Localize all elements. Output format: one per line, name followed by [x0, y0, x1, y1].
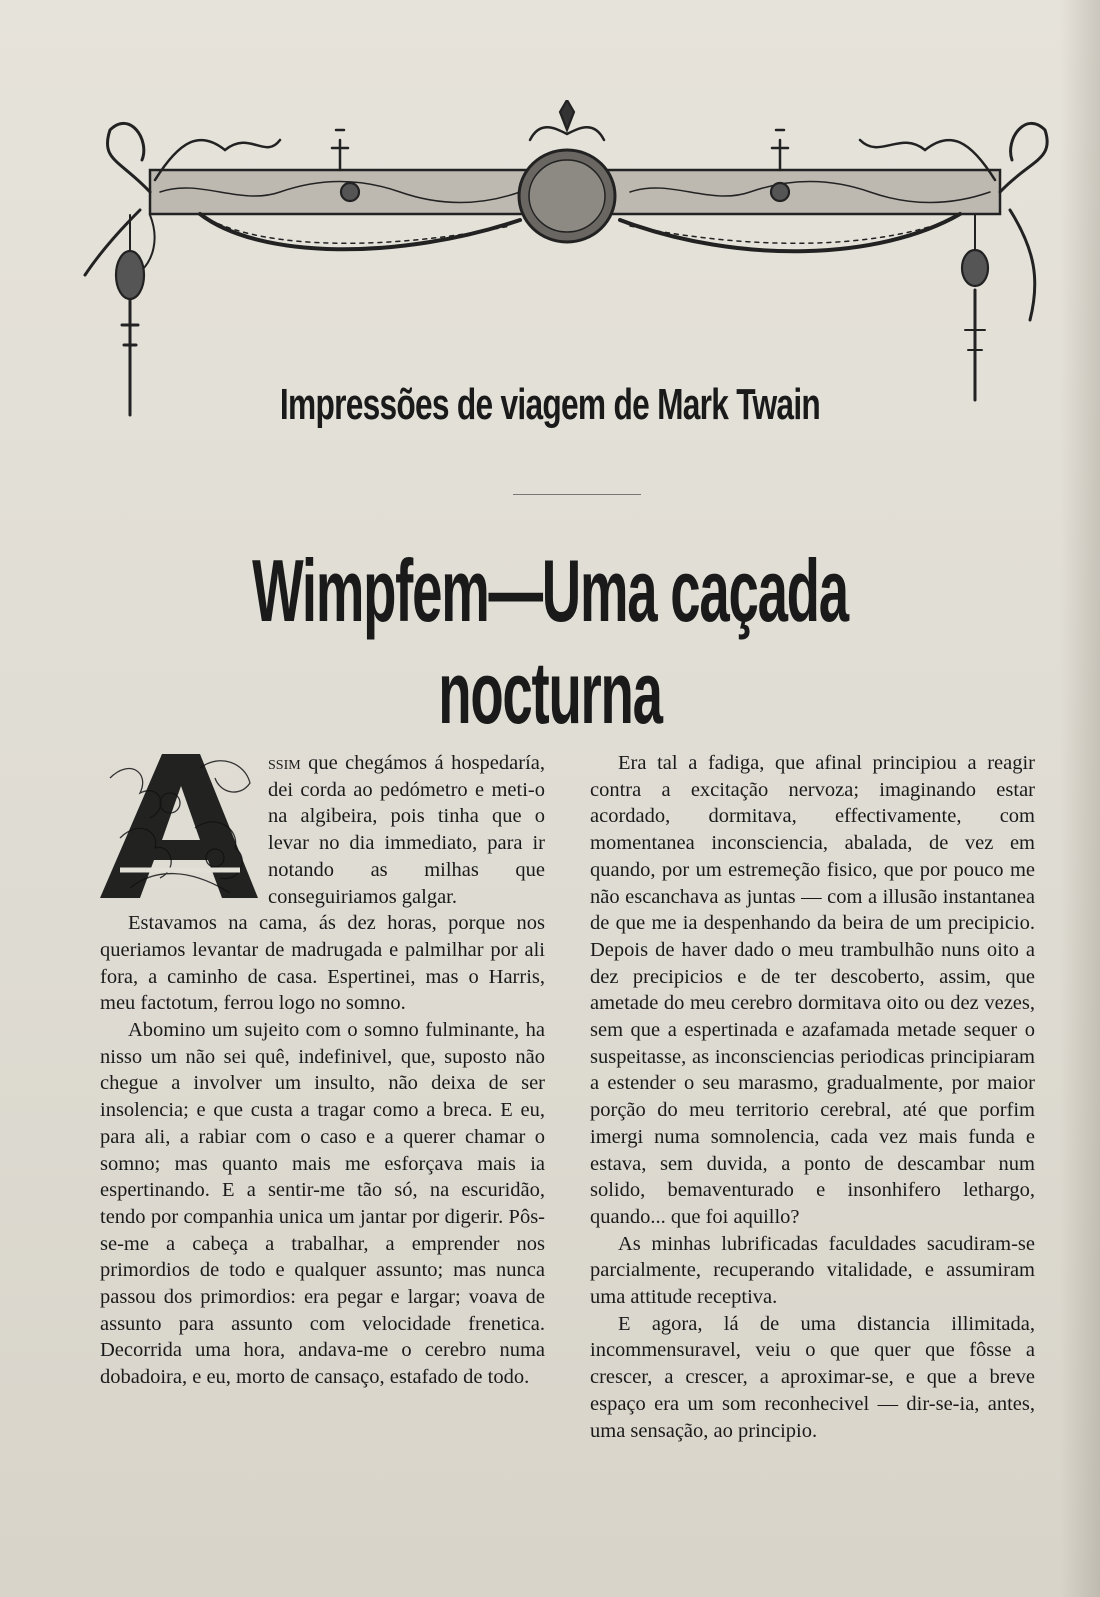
floral-dropcap-icon	[100, 748, 258, 908]
article-subtitle: Impressões de viagem de Mark Twain	[279, 380, 821, 429]
paragraph: Era tal a fadiga, que afinal principiou a reagir contra a excitação nervoza; imaginando estar acordado, dormitava, effectivamente, com momentanea inconsciencia, abalada, de vez em quando, por um estremeção fisico, que por pouco me não escanchava as juntas — com a illusão instantanea de que me ia despenhando da beira de um precipicio. Depois de haver dado o meu trambulhão nuns oito a dez precipicios e de ter descoberto, assim, que ametade do meu cerebro dormitava oito ou dez vezes, sem que a espertinada e azafamada metade sequer o suspeitasse, as inconsciencias periodicas principiaram a estender o seu marasmo, gradualmente, por maior porção do meu territorio cerebral, até que porfim imergi numa somnolencia, cada vez mais funda e estava, sem duvida, a ponto de descambar num solido, bemaventurado e insonhifero lethargo, quando... que foi aquillo?	[590, 752, 1035, 1228]
ribbon-garland-ornament-icon	[80, 100, 1070, 420]
left-column	[100, 750, 545, 1391]
separator-rule	[513, 494, 641, 495]
lead-word: ssim	[268, 752, 301, 774]
paragraph: Estavamos na cama, ás dez horas, porque nos queriamos levantar de madrugada e palmilhar por ali fora, a caminho de casa. Espertinei, mas o Harris, meu factotum, ferrou logo no somno.	[100, 912, 545, 1015]
paragraph: As minhas lubrificadas faculdades sacudiram-se parcialmente, recuperando vitalidade, e assumiram uma attitude receptiva.	[590, 1232, 1035, 1309]
dropcap-letter: A	[100, 748, 101, 749]
article-title: Wimpfem—Uma caçada nocturna	[252, 541, 848, 742]
paragraph-text: que chegámos á hospedaría, dei corda ao pedómetro e meti-o na algibeira, pois tinha que o levar no dia immediato, para ir notando as milhas que conseguiriamos galgar.	[268, 752, 545, 908]
paragraph: E agora, lá de uma distancia illimitada, incommensuravel, veiu o que quer que fôsse a crescer, a crescer, a aproximar-se, e que a breve espaço era um som reconhecivel — dir-se-ia, antes, uma sensação, ao principio.	[590, 1312, 1035, 1442]
right-column	[590, 750, 1035, 1444]
paragraph: Abomino um sujeito com o somno fulminante, ha nisso um não sei quê, indefinivel, que, suposto não chegue a involver um insulto, não deixa de ser insolencia; e que custa a tragar como a breca. E eu, para ali, a rabiar com o caso e a querer chamar o somno; mas quanto mais me esforçava mais ia espertinando. E a sentir-me tão só, na escuridão, tendo por companhia unica um jantar por digerir. Pôs-se-me a cabeça a trabalhar, a emprender nos primordios de todo e qualquer assunto; mas nunca passou dos primordios: era pegar e largar; voava de assunto para assunto com velocidade frenetica. Decorrida uma hora, andava-me o cerebro numa dobadoira, e eu, morto de cansaço, estafado de todo.	[100, 1019, 545, 1389]
